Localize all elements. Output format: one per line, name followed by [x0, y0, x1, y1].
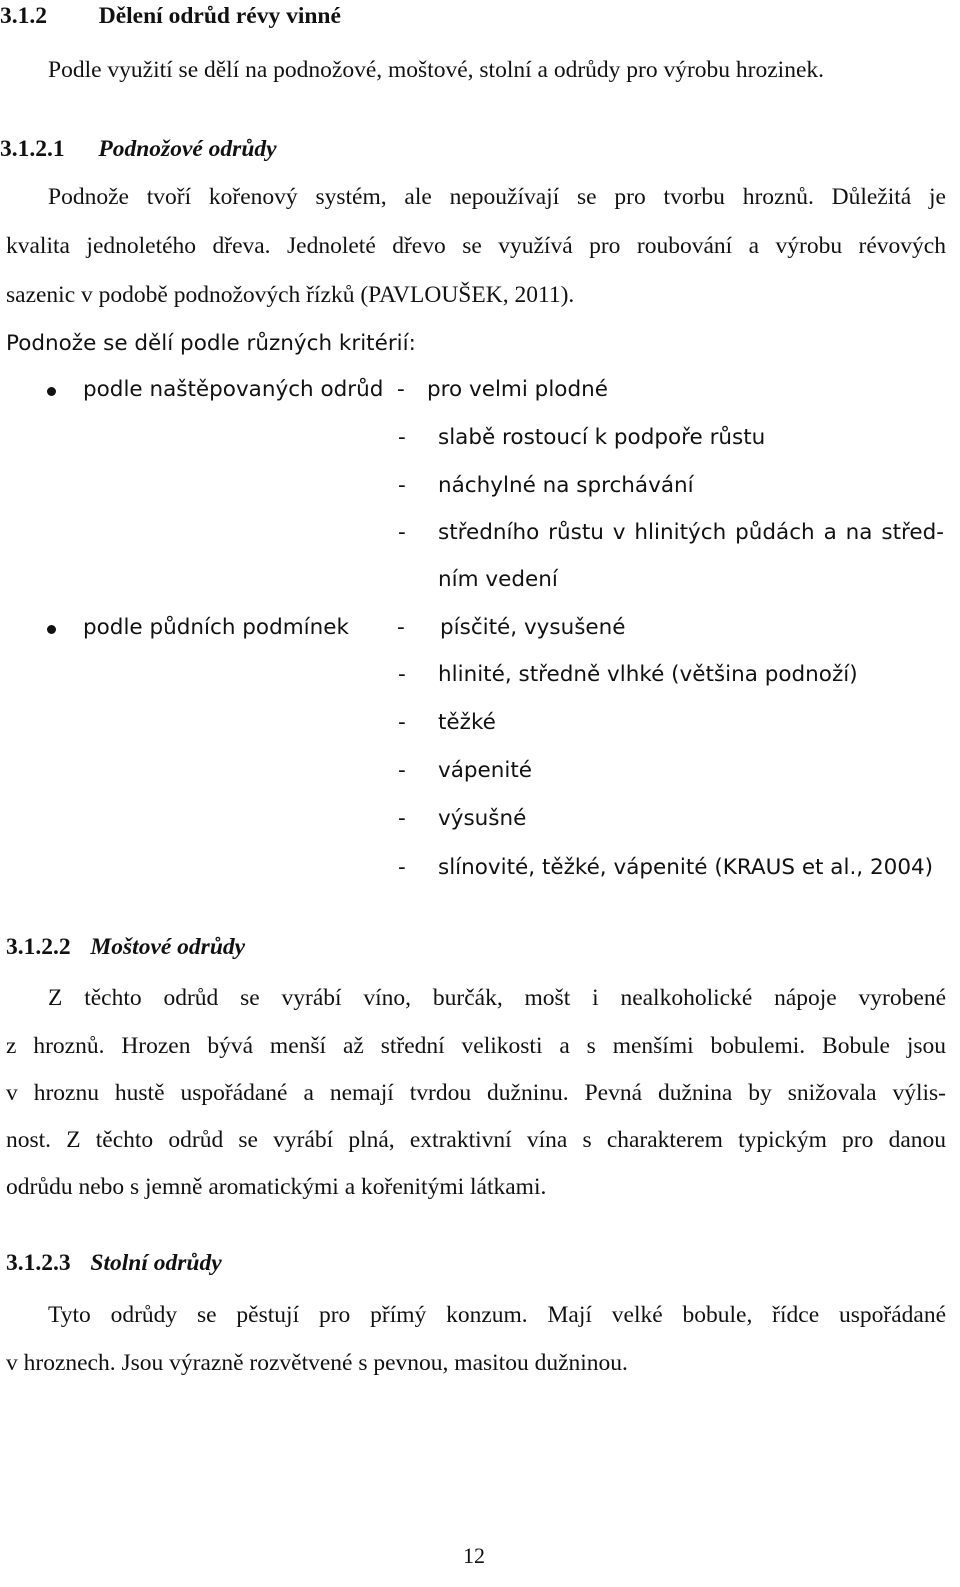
paragraph-line: sazenic v podobě podnožových řízků (PAVLOUŠEK, 2011). [6, 282, 575, 308]
dash: - [398, 425, 406, 450]
group-label: podle naštěpovaných odrůd [83, 377, 384, 402]
paragraph-line: z hroznů. Hrozen bývá menší až střední velikosti a s menšími bobulemi. Bobule jsou [6, 1033, 946, 1059]
section-number: 3.1.2 [0, 3, 47, 29]
dash: - [398, 855, 406, 880]
group-item: slabě rostoucí k podpoře růstu [438, 425, 766, 450]
group-item: středního růstu v hlinitých půdách a na střed- [438, 520, 944, 545]
group-item: hlinité, středně vlhké (většina podnoží) [438, 662, 858, 687]
subsection-title: Podnožové odrůdy [98, 136, 277, 162]
paragraph-line: Z těchto odrůd se vyrábí víno, burčák, mošt i nealkoholické nápoje vyrobené [48, 985, 946, 1011]
page-number: 12 [463, 1543, 485, 1568]
dash: - [398, 520, 406, 545]
paragraph-line: Podnože tvoří kořenový systém, ale nepoužívají se pro tvorbu hroznů. Důležitá je [48, 184, 946, 210]
subsection-number: 3.1.2.3 [6, 1250, 71, 1276]
group-item: těžké [438, 710, 496, 735]
paragraph-line: nost. Z těchto odrůd se vyrábí plná, extraktivní vína s charakterem typickým pro danou [6, 1127, 946, 1153]
group-item: pro velmi plodné [427, 377, 608, 402]
dash: - [398, 473, 406, 498]
bullet-icon [47, 625, 56, 634]
dash: - [398, 710, 406, 735]
paragraph-line: odrůdu nebo s jemně aromatickými a kořenitými látkami. [6, 1174, 547, 1200]
subsection-number: 3.1.2.1 [0, 136, 65, 162]
group-item: výsušné [438, 806, 527, 831]
dash: - [397, 615, 405, 640]
group-label: podle půdních podmínek [83, 615, 349, 640]
paragraph-line: Tyto odrůdy se pěstují pro přímý konzum. Mají velké bobule, řídce uspořádané [48, 1302, 946, 1328]
group-item: ním vedení [438, 567, 558, 592]
subsection-heading [6, 934, 245, 961]
paragraph-line: kvalita jednoletého dřeva. Jednoleté dřevo se využívá pro roubování a výrobu révových [6, 233, 946, 259]
criteria-intro: Podnože se dělí podle různých kritérií: [6, 331, 416, 356]
dash: - [398, 662, 406, 687]
dash: - [398, 806, 406, 831]
group-item: písčité, vysušené [440, 615, 626, 640]
subsection-number: 3.1.2.2 [6, 934, 71, 960]
group-item: náchylné na sprchávání [438, 473, 694, 498]
bullet-icon [47, 387, 56, 396]
subsection-heading [6, 1250, 222, 1277]
intro-paragraph: Podle využití se dělí na podnožové, moštové, stolní a odrůdy pro výrobu hrozinek. [48, 57, 825, 83]
paragraph-line: v hroznech. Jsou výrazně rozvětvené s pevnou, masitou dužninou. [6, 1350, 628, 1376]
subsection-title: Stolní odrůdy [90, 1250, 222, 1276]
dash: - [398, 758, 406, 783]
subsection-heading [0, 136, 277, 163]
section-title: Dělení odrůd révy vinné [98, 3, 341, 29]
group-item: vápenité [438, 758, 533, 783]
dash: - [397, 377, 405, 402]
group-item: slínovité, těžké, vápenité (KRAUS et al., 2004) [438, 855, 934, 880]
paragraph-line: v hroznu hustě uspořádané a nemají tvrdou dužninu. Pevná dužnina by snižovala výlis- [6, 1080, 946, 1106]
section-heading [0, 3, 341, 30]
subsection-title: Moštové odrůdy [90, 934, 246, 960]
